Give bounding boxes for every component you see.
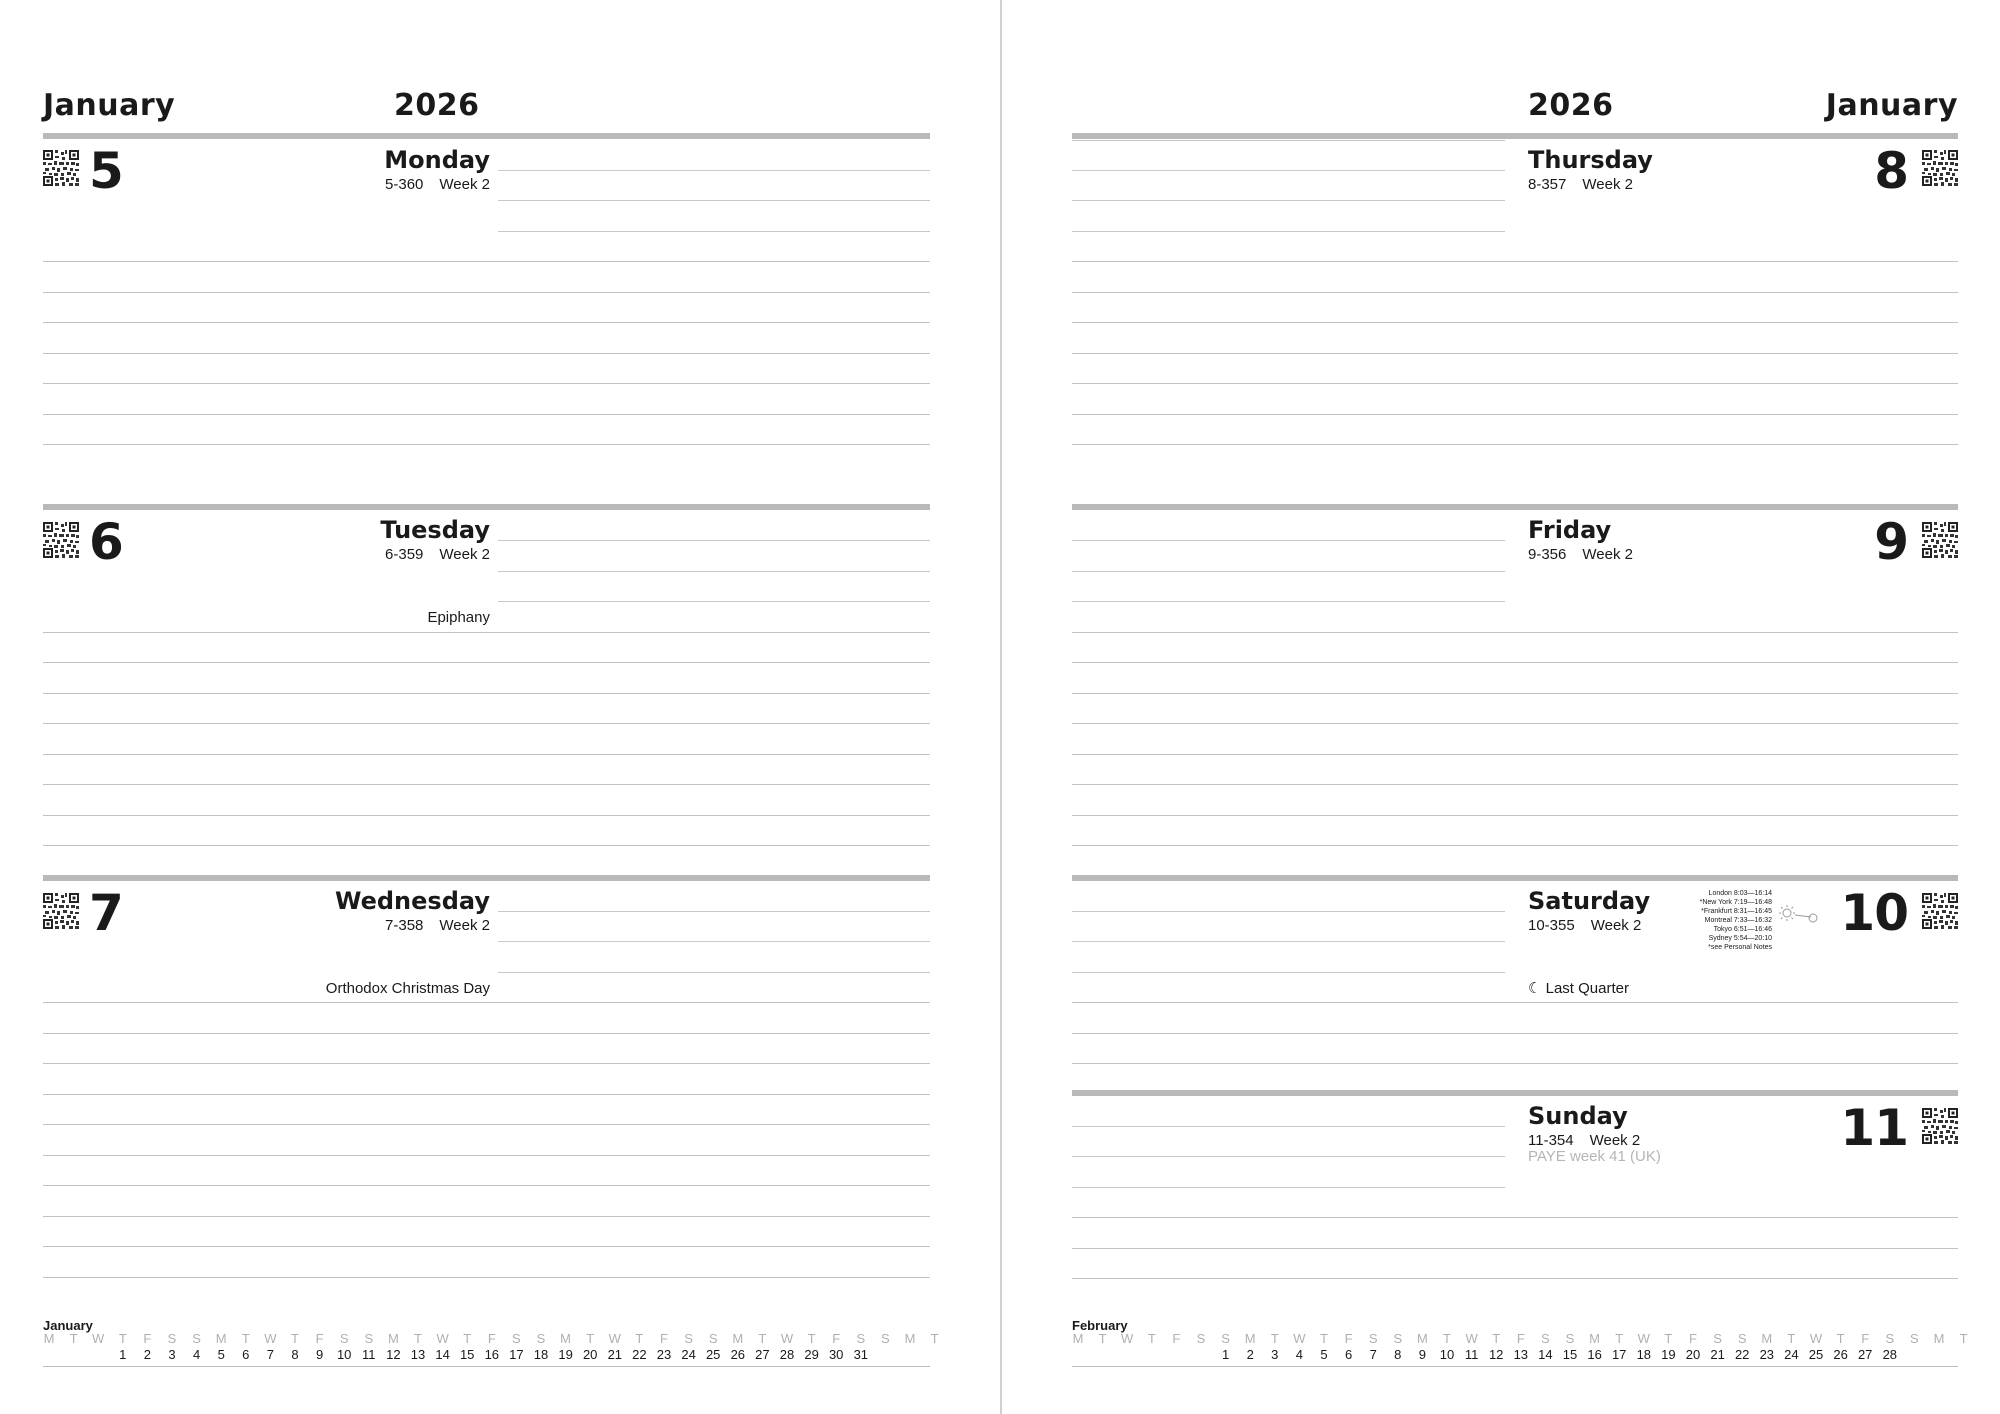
mini-calendar-date: 21 <box>607 1347 623 1362</box>
day-number: 5 <box>89 142 123 200</box>
weekday-letter: T <box>1443 1331 1451 1346</box>
weekday-letter: S <box>1885 1331 1895 1346</box>
weekday-letter: W <box>1809 1331 1823 1346</box>
day-name: Wednesday <box>334 887 490 915</box>
mini-calendar-date: 13 <box>1513 1347 1529 1362</box>
mini-calendar-date: 15 <box>459 1347 475 1362</box>
mini-calendar-date: 6 <box>1344 1347 1353 1362</box>
weekday-letter: S <box>1713 1331 1722 1346</box>
mini-calendar-date: 18 <box>533 1347 549 1362</box>
weekday-letter: F <box>1344 1331 1353 1346</box>
mini-calendar-date: 19 <box>1661 1347 1676 1362</box>
weekday-letter: W <box>780 1331 794 1346</box>
qr-code-icon <box>43 893 79 929</box>
page-spine <box>1000 0 1002 1414</box>
weekday-letter: W <box>1121 1331 1134 1346</box>
weekday-letter: T <box>758 1331 767 1346</box>
qr-code-icon <box>1922 893 1958 929</box>
mini-calendar-date: 17 <box>509 1347 524 1362</box>
weekday-letter: T <box>414 1331 422 1346</box>
left-year-header: 2026 <box>394 88 480 123</box>
qr-code-icon <box>1922 150 1958 186</box>
day-name: Thursday <box>1528 146 1653 174</box>
weekday-letter: M <box>1589 1331 1601 1346</box>
weekday-letter: F <box>487 1331 496 1346</box>
weekday-letter: S <box>856 1331 866 1346</box>
mini-calendar-date: 26 <box>1833 1347 1848 1362</box>
mini-calendar-date: 9 <box>315 1347 324 1362</box>
qr-code-icon <box>1922 1108 1958 1144</box>
mini-calendar-date: 14 <box>1538 1347 1553 1362</box>
weekday-letter: F <box>1516 1331 1525 1346</box>
weekday-letter: T <box>635 1331 644 1346</box>
qr-code-icon <box>43 150 79 186</box>
mini-calendar-date: 1 <box>1221 1347 1230 1362</box>
mini-calendar-date: 31 <box>853 1347 869 1362</box>
weekday-letter: T <box>1836 1331 1845 1346</box>
day-block-friday <box>1072 504 1958 864</box>
mini-calendar-date: 27 <box>1857 1347 1873 1362</box>
weekday-letter: T <box>1147 1331 1156 1346</box>
weekday-letter: T <box>463 1331 472 1346</box>
day-info: 11-354 Week 2 <box>1528 1132 1641 1149</box>
mini-calendar-date: 27 <box>755 1347 770 1362</box>
mini-calendar-date: 4 <box>1295 1347 1303 1362</box>
day-name: Monday <box>384 146 490 174</box>
weekday-letter: S <box>1737 1331 1747 1346</box>
weekday-letter: S <box>881 1331 890 1346</box>
mini-calendar-date: 16 <box>1587 1347 1602 1362</box>
weekday-letter: S <box>684 1331 693 1346</box>
weekday-letter: W <box>1637 1331 1650 1346</box>
mini-calendar-date: 12 <box>386 1347 401 1362</box>
mini-calendar-date: 20 <box>582 1347 598 1362</box>
day-number: 7 <box>89 884 123 942</box>
weekday-letter: F <box>1689 1331 1697 1346</box>
weekday-letter: F <box>1861 1331 1870 1346</box>
right-top-rule <box>1072 133 1958 139</box>
mini-calendar-date: 5 <box>1320 1347 1328 1362</box>
weekday-letter: S <box>1221 1331 1230 1346</box>
mini-calendar-date: 7 <box>266 1347 274 1362</box>
mini-calendar-january <box>43 1318 939 1368</box>
mini-calendar-date: 20 <box>1685 1347 1701 1362</box>
mini-calendar-date: 23 <box>656 1347 672 1362</box>
weekday-letter: S <box>339 1331 349 1346</box>
mini-calendar-date: 12 <box>1488 1347 1504 1362</box>
day-number: 6 <box>89 513 123 571</box>
weekday-letter: T <box>1615 1331 1624 1346</box>
mini-calendar-date: 21 <box>1710 1347 1725 1362</box>
mini-calendar-date: 13 <box>410 1347 426 1362</box>
day-number: 9 <box>1874 513 1908 571</box>
mini-calendar-date: 17 <box>1611 1347 1627 1362</box>
weekday-letter: T <box>1959 1331 1968 1346</box>
day-info: 8-357 Week 2 <box>1528 176 1633 193</box>
paye-week-note: PAYE week 41 (UK) <box>1528 1148 1661 1165</box>
sunrise-sunset-icon <box>1777 903 1819 927</box>
weekday-letter: M <box>1933 1331 1945 1346</box>
day-number: 10 <box>1840 884 1908 942</box>
weekday-letter: T <box>1098 1331 1107 1346</box>
mini-calendar-date: 29 <box>804 1347 819 1362</box>
mini-calendar-date: 26 <box>730 1347 746 1362</box>
day-number: 11 <box>1840 1099 1908 1157</box>
mini-calendar-date: 10 <box>1439 1347 1455 1362</box>
day-block-monday <box>43 140 930 480</box>
mini-calendar-date: 19 <box>558 1347 573 1362</box>
weekday-letter: M <box>215 1331 227 1346</box>
weekday-letter: S <box>364 1331 374 1346</box>
right-page <box>1003 0 2000 1414</box>
day-info: 6-359 Week 2 <box>385 546 490 563</box>
weekday-letter: M <box>1416 1331 1428 1346</box>
weekday-letter: M <box>1761 1331 1773 1346</box>
qr-code-icon <box>43 522 79 558</box>
mini-calendar-date: 8 <box>291 1347 299 1362</box>
holiday-note: Epiphany <box>427 609 490 626</box>
mini-calendar-date: 22 <box>1734 1347 1750 1362</box>
day-block-saturday <box>1072 875 1958 1090</box>
weekday-letter: S <box>1196 1331 1206 1346</box>
mini-calendar-date: 1 <box>119 1347 127 1362</box>
weekday-letter: S <box>167 1331 177 1346</box>
weekday-letter: T <box>1664 1331 1673 1346</box>
mini-calendar-date: 5 <box>217 1347 225 1362</box>
weekday-letter: W <box>92 1331 105 1346</box>
mini-calendar-date: 7 <box>1369 1347 1377 1362</box>
mini-calendar-date: 28 <box>1882 1347 1898 1362</box>
weekday-letter: T <box>1787 1331 1796 1346</box>
day-block-tuesday <box>43 504 930 864</box>
mini-calendar-date: 2 <box>1246 1347 1254 1362</box>
day-name: Friday <box>1528 516 1612 544</box>
weekday-letter: M <box>1244 1331 1256 1346</box>
weekday-letter: W <box>264 1331 277 1346</box>
mini-calendar-date: 24 <box>681 1347 696 1362</box>
mini-calendar-date: 18 <box>1636 1347 1652 1362</box>
mini-calendar-date: 25 <box>1808 1347 1824 1362</box>
day-block-thursday <box>1072 140 1958 480</box>
weekday-letter: F <box>660 1331 668 1346</box>
day-info: 5-360 Week 2 <box>385 176 490 193</box>
weekday-letter: S <box>536 1331 546 1346</box>
weekday-letter: F <box>143 1331 152 1346</box>
weekday-letter: T <box>930 1331 939 1346</box>
day-name: Saturday <box>1528 887 1651 915</box>
weekday-letter: F <box>832 1331 841 1346</box>
day-info: 9-356 Week 2 <box>1528 546 1633 563</box>
weekday-letter: S <box>1541 1331 1550 1346</box>
day-block-wednesday <box>43 875 930 1335</box>
day-name: Tuesday <box>380 516 490 544</box>
mini-calendar-date: 23 <box>1759 1347 1775 1362</box>
mini-calendar-date: 16 <box>484 1347 500 1362</box>
weekday-letter: S <box>1565 1331 1575 1346</box>
mini-calendar-date: 22 <box>632 1347 647 1362</box>
moon-phase-note: ☾ Last Quarter <box>1528 980 1629 997</box>
weekday-letter: T <box>807 1331 816 1346</box>
mini-calendar-date: 30 <box>828 1347 844 1362</box>
mini-calendar-date: 11 <box>362 1347 376 1362</box>
mini-calendar-date: 4 <box>192 1347 201 1362</box>
mini-calendar-date: 8 <box>1394 1347 1402 1362</box>
mini-calendar-date: 3 <box>168 1347 176 1362</box>
mini-calendar-date: 28 <box>779 1347 795 1362</box>
weekday-letter: M <box>1072 1331 1084 1346</box>
weekday-letter: S <box>192 1331 201 1346</box>
weekday-letter: M <box>387 1331 399 1346</box>
weekday-letter: W <box>1465 1331 1478 1346</box>
weekday-letter: W <box>1293 1331 1306 1346</box>
weekday-letter: S <box>512 1331 521 1346</box>
weekday-letter: T <box>1492 1331 1501 1346</box>
weekday-letter: M <box>43 1331 55 1346</box>
qr-code-icon <box>1922 522 1958 558</box>
mini-calendar-date: 9 <box>1418 1347 1426 1362</box>
weekday-letter: S <box>1368 1331 1378 1346</box>
day-name: Sunday <box>1528 1102 1628 1130</box>
weekday-letter: T <box>241 1331 250 1346</box>
day-info: 10-355 Week 2 <box>1528 917 1642 934</box>
day-info: 7-358 Week 2 <box>385 917 490 934</box>
day-number: 8 <box>1874 142 1908 200</box>
weekday-letter: S <box>1393 1331 1403 1346</box>
weekday-letter: M <box>560 1331 572 1346</box>
mini-calendar-february <box>1072 1318 1968 1368</box>
weekday-letter: F <box>315 1331 324 1346</box>
mini-calendar-date: 10 <box>336 1347 352 1362</box>
weekday-letter: T <box>118 1331 127 1346</box>
left-top-rule <box>43 133 930 139</box>
right-month-header: January <box>1825 88 1958 123</box>
weekday-letter: W <box>608 1331 621 1346</box>
mini-calendar-date: 3 <box>1271 1347 1279 1362</box>
weekday-letter: S <box>1910 1331 1919 1346</box>
weekday-letter: M <box>904 1331 916 1346</box>
weekday-letter: T <box>1320 1331 1328 1346</box>
mini-calendar-date: 11 <box>1464 1347 1479 1362</box>
sun-times-table: London 8:03—16:14 *New York 7:19—16:48 *Frankfurt 8:31—16:45 Montreal 7:33—16:32 Tokyo 6:51—16:46 Sydney 5:54—20:10 *see Personal Notes <box>1699 890 1772 951</box>
mini-calendar-month: January <box>43 1318 93 1333</box>
mini-calendar-date: 14 <box>435 1347 450 1362</box>
weekday-letter: F <box>1172 1331 1181 1346</box>
mini-calendar-date: 25 <box>705 1347 721 1362</box>
weekday-letter: T <box>586 1331 595 1346</box>
weekday-letter: T <box>291 1331 299 1346</box>
weekday-letter: T <box>1270 1331 1279 1346</box>
left-month-header: January <box>43 88 176 123</box>
weekday-letter: T <box>69 1331 78 1346</box>
right-year-header: 2026 <box>1528 88 1614 123</box>
weekday-letter: M <box>732 1331 744 1346</box>
mini-calendar-date: 24 <box>1784 1347 1799 1362</box>
mini-calendar-month: February <box>1072 1318 1128 1333</box>
day-block-sunday <box>1072 1090 1958 1335</box>
mini-calendar-date: 6 <box>242 1347 250 1362</box>
holiday-note: Orthodox Christmas Day <box>325 980 490 997</box>
weekday-letter: S <box>708 1331 718 1346</box>
weekday-letter: W <box>436 1331 449 1346</box>
mini-calendar-date: 2 <box>143 1347 151 1362</box>
mini-calendar-date: 15 <box>1562 1347 1578 1362</box>
